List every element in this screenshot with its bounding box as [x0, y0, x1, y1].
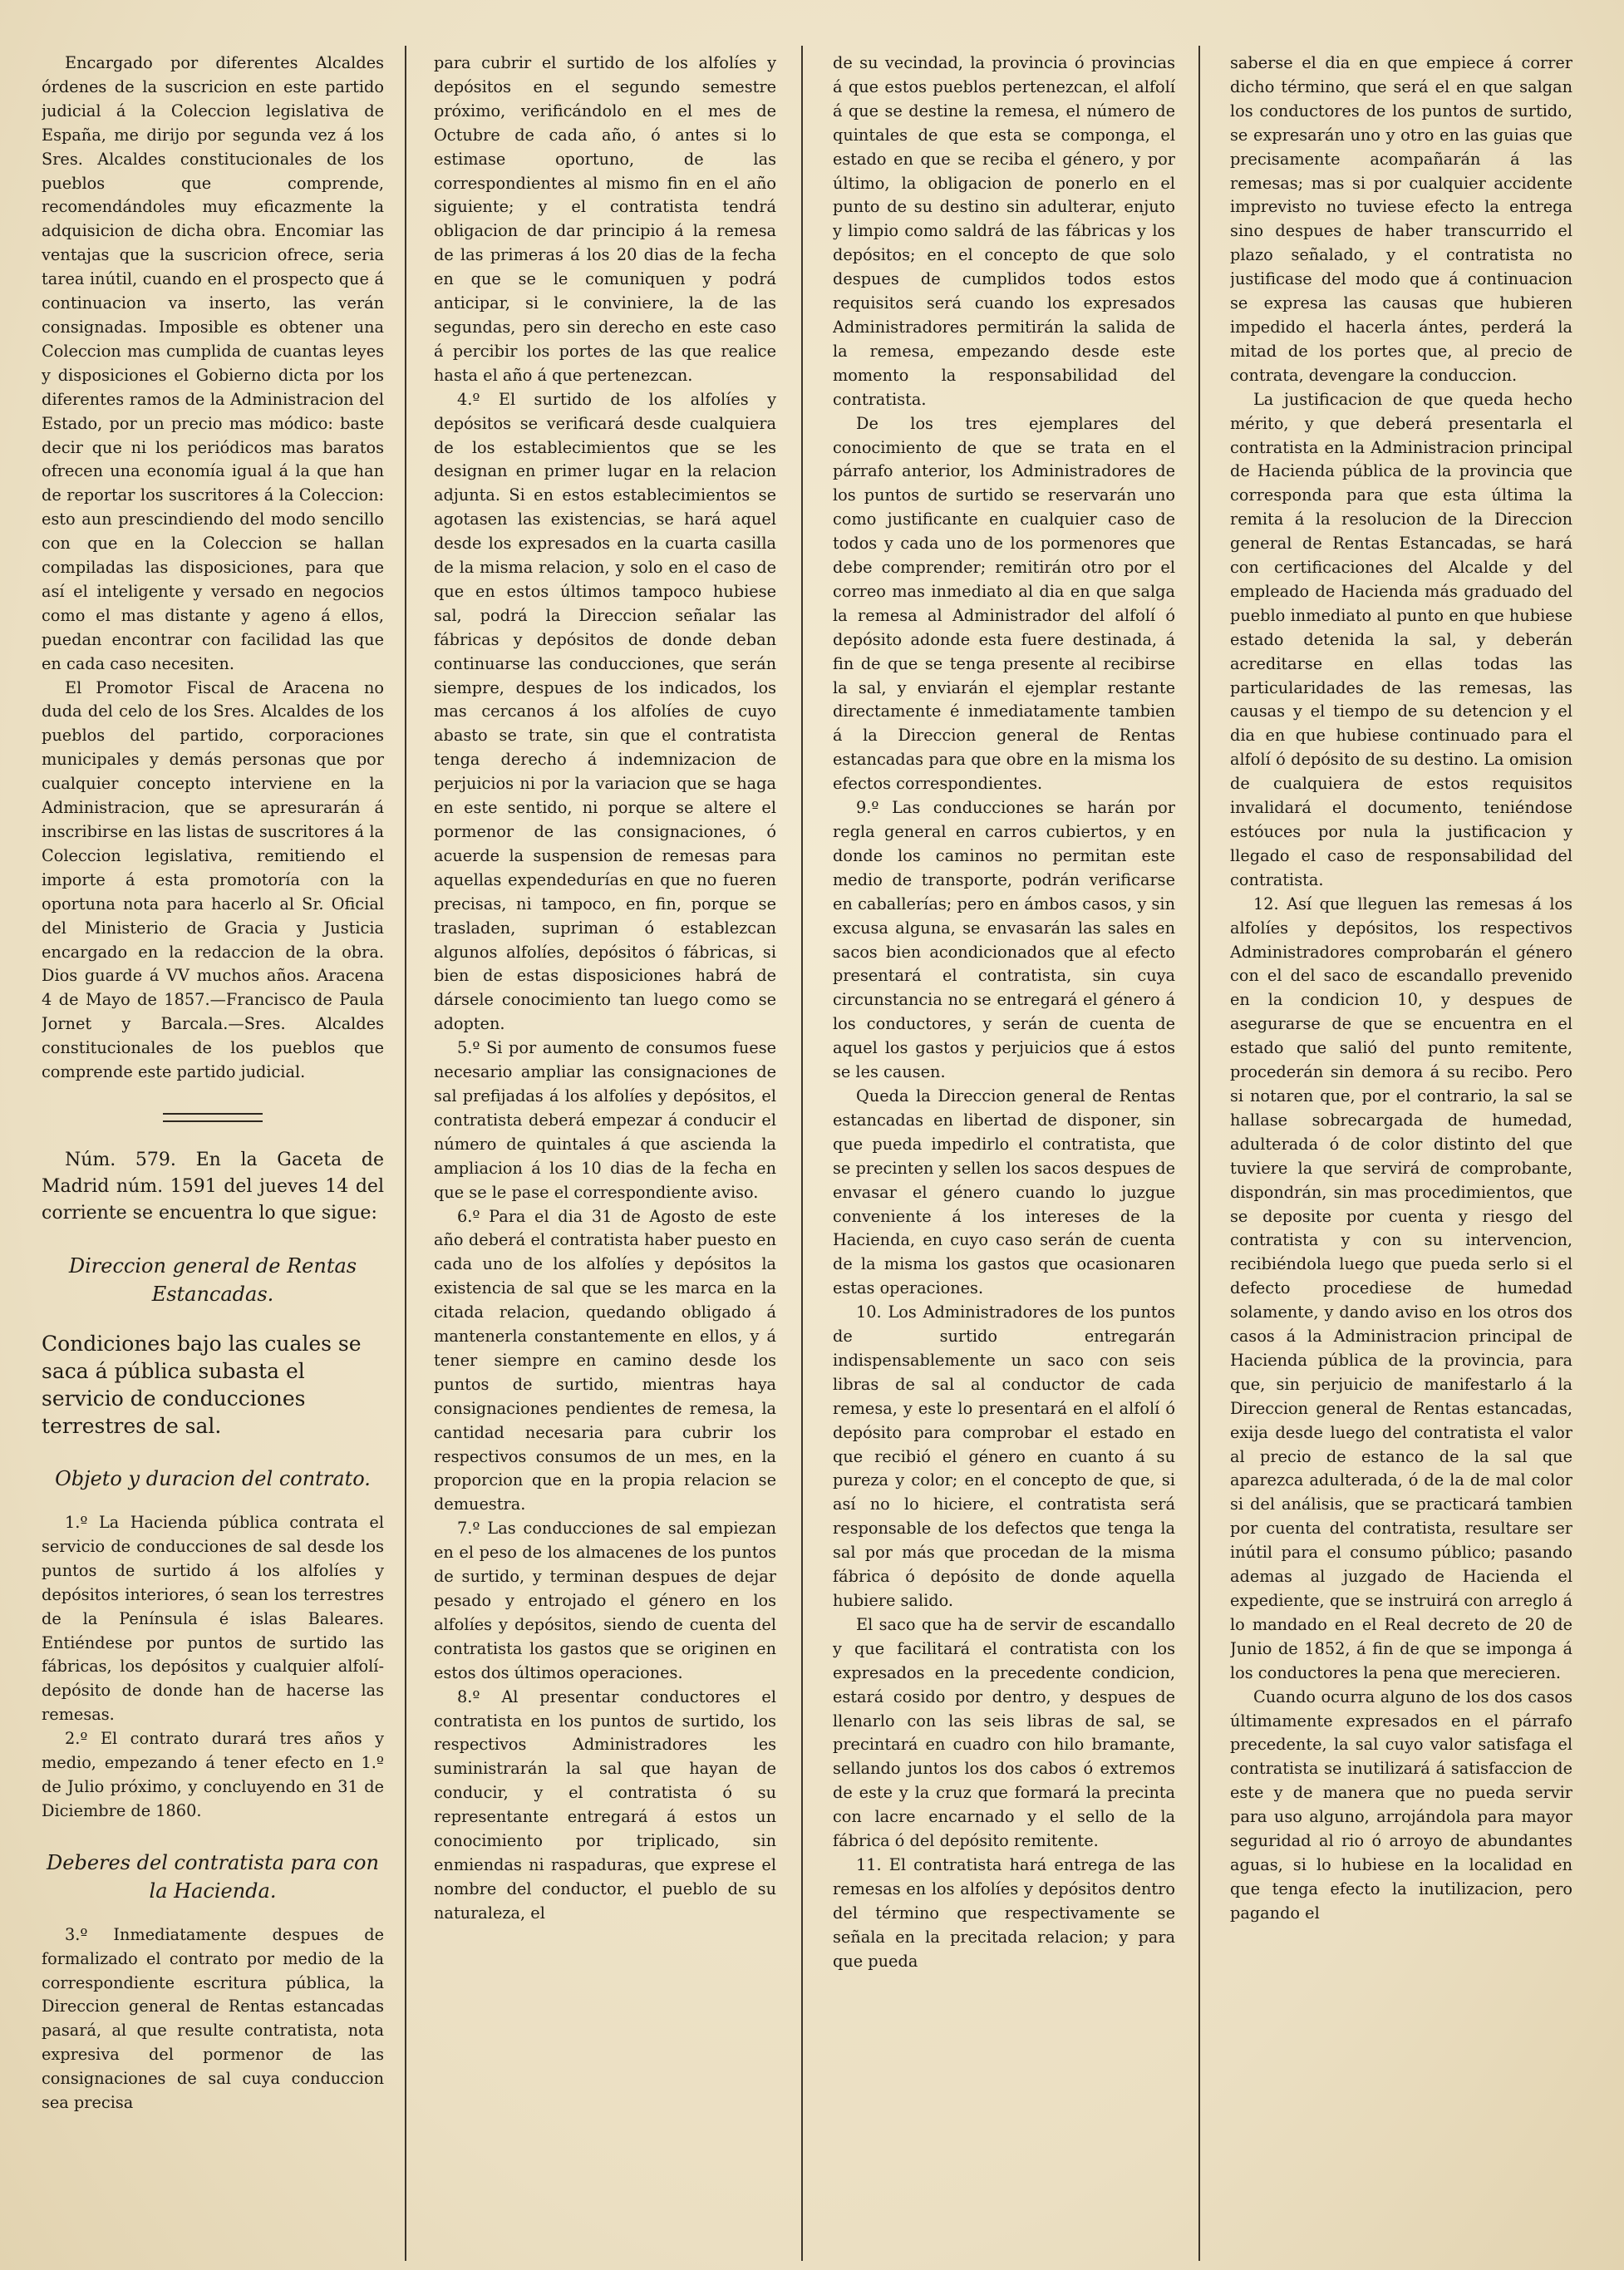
paragraph: saberse el dia en que empiece á correr dicho término, que será el en que salgan los conductores de los puntos de surtido, se expresarán uno y otro en las guias que precisamente acompañarán á las remesas; mas si por cualquier accidente imprevisto no tuviese efecto la entrega sino despues de haber transcurrido el plazo señalado, y el contratista no justificase del modo que á continuacion se expresa las causas que hubieren impedido el hacerla ántes, perderá la mitad de los portes que, al precio de contrata, devengare la conduccion. [1230, 53, 1572, 385]
paragraph: 5.º Si por aumento de consumos fuese necesario ampliar las consignaciones de sal prefijadas á los alfolíes y depósitos, el contratista deberá empezar á conducir el número de quintales á que ascienda la ampliacion á los 10 dias de la fecha en que se le pase el correspondiente aviso. [434, 1038, 776, 1202]
paragraph: 3.º Inmediatamente despues de formalizado el contrato por medio de la correspondiente escritura pública, la Direccion general de Rentas estancadas pasará, al que resulte contratista, nota expresiva del pormenor de las consignaciones de sal cuya conduccion sea precisa [42, 1924, 384, 2113]
paragraph: 10. Los Administradores de los puntos de surtido entregarán indispensablemente un saco con seis libras de sal al conductor de cada remesa, y este lo presentará en el alfolí ó depósito para comprobar el estado en que recibió el género en cuanto á su pureza y color; en el concepto de que, si así no lo hiciere, el contratista será responsable de los defectos que tenga la sal por más que procedan de la misma fábrica ó depósito de donde aquella hubiere salido. [833, 1302, 1175, 1610]
paragraph: 8.º Al presentar conductores el contratista en los puntos de surtido, los respectivos Administradores les suministrarán la sal que hayan de conducir, y el contratista ó su representante entregará á estos un conocimiento por triplicado, sin enmiendas ni raspaduras, que exprese el nombre del conductor, el pueblo de su naturaleza, el [434, 1686, 776, 1923]
section-heading: Direccion general de Rentas Estancadas. [68, 1253, 357, 1306]
gazette-notice: Núm. 579. En la Gaceta de Madrid núm. 1591 del jueves 14 del corriente se encuentra lo que sigue: [42, 1149, 384, 1224]
paragraph: para cubrir el surtido de los alfolíes y depósitos en el segundo semestre próximo, verificándolo en el mes de Octubre de cada año, ó antes si lo estimase oportuno, de las correspondientes al mismo fin en el año siguiente; y el contratista tendrá obligacion de dar principio á la remesa de las primeras á los 20 dias de la fecha en que se le comuniquen y podrá anticipar, si le conviniere, la de las segundas, pero sin derecho en este caso á percibir los portes de las que realice hasta el año á que pertenezcan. [434, 53, 776, 385]
paragraph: 2.º El contrato durará tres años y medio, empezando á tener efecto en 1.º de Julio próximo, y concluyendo en 31 de Diciembre de 1860. [42, 1729, 384, 1820]
column-1 [42, 52, 384, 2254]
paragraph: De los tres ejemplares del conocimiento de que se trata en el párrafo anterior, los Administradores de los puntos de surtido se reservarán uno como justificante en cualquier caso de todos y cada uno de los pormenores que debe comprender; remitirán otro por el correo mas inmediato al dia en que salga la remesa al Administrador del alfolí ó depósito adonde esta fuere destinada, á fin de que se tenga presente al recibirse la sal, y enviarán el ejemplar restante directamente é inmediatamente tambien á la Direccion general de Rentas estancadas para que obre en la misma los efectos correspondientes. [833, 413, 1175, 794]
paragraph: 7.º Las conducciones de sal empiezan en el peso de los almacenes de los puntos de surtido, y terminan despues de dejar pesado y entrojado el género en los alfolíes y depósitos, siendo de cuenta del contratista los gastos que se originen en estos dos últimos operaciones. [434, 1519, 776, 1682]
paragraph: El saco que ha de servir de escandallo y que facilitará el contratista con los expresados en la precedente condicion, estará cosido por dentro, y despues de llenarlo con las seis libras de sal, se precintará en cuadro con hilo bramante, sellando juntos los dos cabos ó extremos de este y la cruz que formará la precinta con lacre encarnado y el sello de la fábrica ó del depósito remitente. [833, 1614, 1175, 1851]
paragraph: 9.º Las conducciones se harán por regla general en carros cubiertos, y en donde los caminos no permitan este medio de transporte, podrán verificarse en caballerías; pero en ámbos casos, y sin excusa alguna, se envasarán las sales en sacos bien acondicionados que al efecto presentará el contratista, sin cuya circunstancia no se entregará el género á los conductores, y serán de cuenta de aquel los gastos y perjuicios que á estos se les causen. [833, 798, 1175, 1082]
conditions-title: Condiciones bajo las cuales se saca á pública subasta el servicio de conducciones terrestres de sal. [42, 1331, 362, 1438]
column-4 [1230, 52, 1572, 2254]
paragraph: La justificacion de que queda hecho mérito, y que deberá presentarla el contratista en la Administracion principal de Hacienda pública de la provincia que corresponda para que esta última la remita á la resolucion de la Direccion general de Rentas Estancadas, se hará con certificaciones del Alcalde y del empleado de Hacienda más graduado del pueblo inmediato al punto en que hubiese estado detenida la sal, y deberán acreditarse en ellas todas las particularidades de las remesas, las causas y el tiempo de su detencion y el dia en que hubiese continuado para el alfolí ó depósito de su destino. La omision de cualquiera de estos requisitos invalidará el documento, teniéndose estóuces por nula la justificacion y llegado el caso de responsabilidad del contratista. [1230, 389, 1572, 889]
column-2 [434, 52, 776, 2254]
column-rule [801, 46, 803, 2261]
paragraph: El Promotor Fiscal de Aracena no duda del celo de los Sres. Alcaldes de los pueblos del partido, corporaciones municipales y demás personas que por cualquier concepto interviene en la Administracion, que se apresurarán á inscribirse en las listas de suscritores á la Coleccion legislativa, remitiendo el importe á esta promotoría con la oportuna nota para hacerlo al Sr. Oficial del Ministerio de Gracia y Justicia encargado en la redaccion de la obra. Dios guarde á VV muchos años. Aracena 4 de Mayo de 1857.—Francisco de Paula Jornet y Barcala.—Sres. Alcaldes constitucionales de los pueblos que comprende este partido judicial. [42, 677, 384, 1082]
paragraph: Queda la Direccion general de Rentas estancadas en libertad de disponer, sin que pueda impedirlo el contratista, que se precinten y sellen los sacos despues de envasar el género cuando lo juzgue conveniente á los intereses de la Hacienda, en cuyo caso serán de cuenta de la misma los gastos que ocasionaren estas operaciones. [833, 1086, 1175, 1298]
paragraph: 4.º El surtido de los alfolíes y depósitos se verificará desde cualquiera de los establecimientos que se les designan en primer lugar en la relacion adjunta. Si en estos establecimientos se agotasen las existencias, se hará aquel desde los expresados en la cuarta casilla de la misma relacion, y solo en el caso de que en estos últimos tampoco hubiese sal, podrá la Direccion señalar las fábricas y depósitos de donde deban continuarse las conducciones, que serán siempre, despues de los indicados, los mas cercanos á los alfolíes de cuyo abasto se trate, sin que el contratista tenga derecho á indemnizacion de perjuicios ni por la variacion que se haga en este sentido, ni porque se altere el pormenor de las consignaciones, ó acuerde la suspension de remesas para aquellas expendedurías en que no fueren precisas, ni tampoco, en fin, porque se trasladen, supriman ó establezcan algunos alfolíes, depósitos ó fábricas, si bien de estas disposiciones habrá de dársele conocimiento tan luego como se adopten. [434, 389, 776, 1034]
section-heading: Deberes del contratista para con la Hacienda. [47, 1850, 379, 1903]
paragraph: Encargado por diferentes Alcaldes órdenes de la suscricion en este partido judicial á la Coleccion legislativa de España, me dirijo por segunda vez á los Sres. Alcaldes constitucionales de los pueblos que comprende, recomendándoles muy eficazmente la adquisicion de dicha obra. Encomiar las ventajas que la suscricion ofrece, seria tarea inútil, cuando en el prospecto que á continuacion va inserto, las verán consignadas. Imposible es obtener una Coleccion mas cumplida de cuantas leyes y disposiciones el Gobierno dicta por los diferentes ramos de la Administracion del Estado, por un precio mas módico: baste decir que ni los periódicos mas baratos ofrecen una economía igual á la que han de reportar los suscritores á la Coleccion: esto aun prescindiendo del modo sencillo con que en la Coleccion se hallan compiladas las disposiciones, para que así el inteligente y versado en negocios como el mas distante y ageno á ellos, puedan encontrar con facilidad las que en cada caso necesiten. [42, 53, 384, 673]
section-heading: Objeto y duracion del contrato. [55, 1466, 371, 1490]
column-rule [405, 46, 406, 2261]
paragraph: 12. Así que lleguen las remesas á los alfolíes y depósitos, los respectivos Administradores comprobarán el género con el del saco de escandallo prevenido en la condicion 10, y despues de asegurarse de que se encuentra en el estado que salió del punto remitente, procederán sin demora á su recibo. Pero si notaren que, por el contrario, la sal se hallase sobrecargada de humedad, adulterada ó de color distinto del que tuviere la que servirá de comprobante, dispondrán, sin mas procedimientos, que se deposite por cuenta y riesgo del contratista y con su intervencion, recibiéndola luego que pueda serlo si el defecto procediese de humedad solamente, y dando aviso en los otros dos casos á la Administracion principal de Hacienda pública de la provincia, para que, sin perjuicio de manifestarlo á la Direccion general de Rentas estancadas, exija desde luego del contratista el valor al precio de estanco de la sal que aparezca adulterada, ó de la de mal color si del análisis, que se practicará tambien por cuenta del contratista, resultare ser inútil para el consumo público; pasando ademas al juzgado de Hacienda el expediente, que se instruirá con arreglo á lo mandado en el Real decreto de 20 de Junio de 1852, á fin de que se imponga á los conductores la pena que merecieren. [1230, 894, 1572, 1682]
column-3 [833, 52, 1175, 2254]
paragraph: 11. El contratista hará entrega de las remesas en los alfolíes y depósitos dentro del término que respectivamente se señala en la precitada relacion; y para que pueda [833, 1854, 1175, 1971]
paragraph: de su vecindad, la provincia ó provincias á que estos pueblos pertenezcan, el alfolí á que se destine la remesa, el número de quintales de que esta se componga, el estado en que se reciba el género, y por último, la obligacion de ponerlo en el punto de su destino sin adulterar, enjuto y limpio como saldrá de las fábricas y los depósitos; en el concepto de que solo despues de cumplidos todos estos requisitos será cuando los expresados Administradores permitirán la salida de la remesa, empezando desde este momento la responsabilidad del contratista. [833, 53, 1175, 409]
paragraph: Cuando ocurra alguno de los dos casos últimamente expresados en el párrafo precedente, la sal cuyo valor satisfaga el contratista se inutilizará á satisfaccion de este y de manera que no pueda servir para uso alguno, arrojándola para mayor seguridad al rio ó arroyo de abundantes aguas, si lo hubiese en la localidad en que tenga efecto la inutilizacion, pero pagando el [1230, 1686, 1572, 1923]
paragraph: 1.º La Hacienda pública contrata el servicio de conducciones de sal desde los puntos de surtido á los alfolíes y depósitos interiores, ó sean los terrestres de la Península é islas Baleares. Entiéndese por puntos de surtido las fábricas, los depósitos y cualquier alfolí-depósito de donde han de hacerse las remesas. [42, 1512, 384, 1725]
paragraph: 6.º Para el dia 31 de Agosto de este año deberá el contratista haber puesto en cada uno de los alfolíes y depósitos la existencia de sal que se les marca en la citada relacion, quedando obligado á mantenerla constantemente en ellos, y á tener siempre en camino desde los puntos de surtido, mientras haya consignaciones pendientes de remesa, la cantidad necesaria para cubrir los respectivos consumos de un mes, en la proporcion que en la propia relacion se demuestra. [434, 1206, 776, 1514]
section-separator [163, 1113, 263, 1122]
column-rule [1198, 46, 1200, 2261]
